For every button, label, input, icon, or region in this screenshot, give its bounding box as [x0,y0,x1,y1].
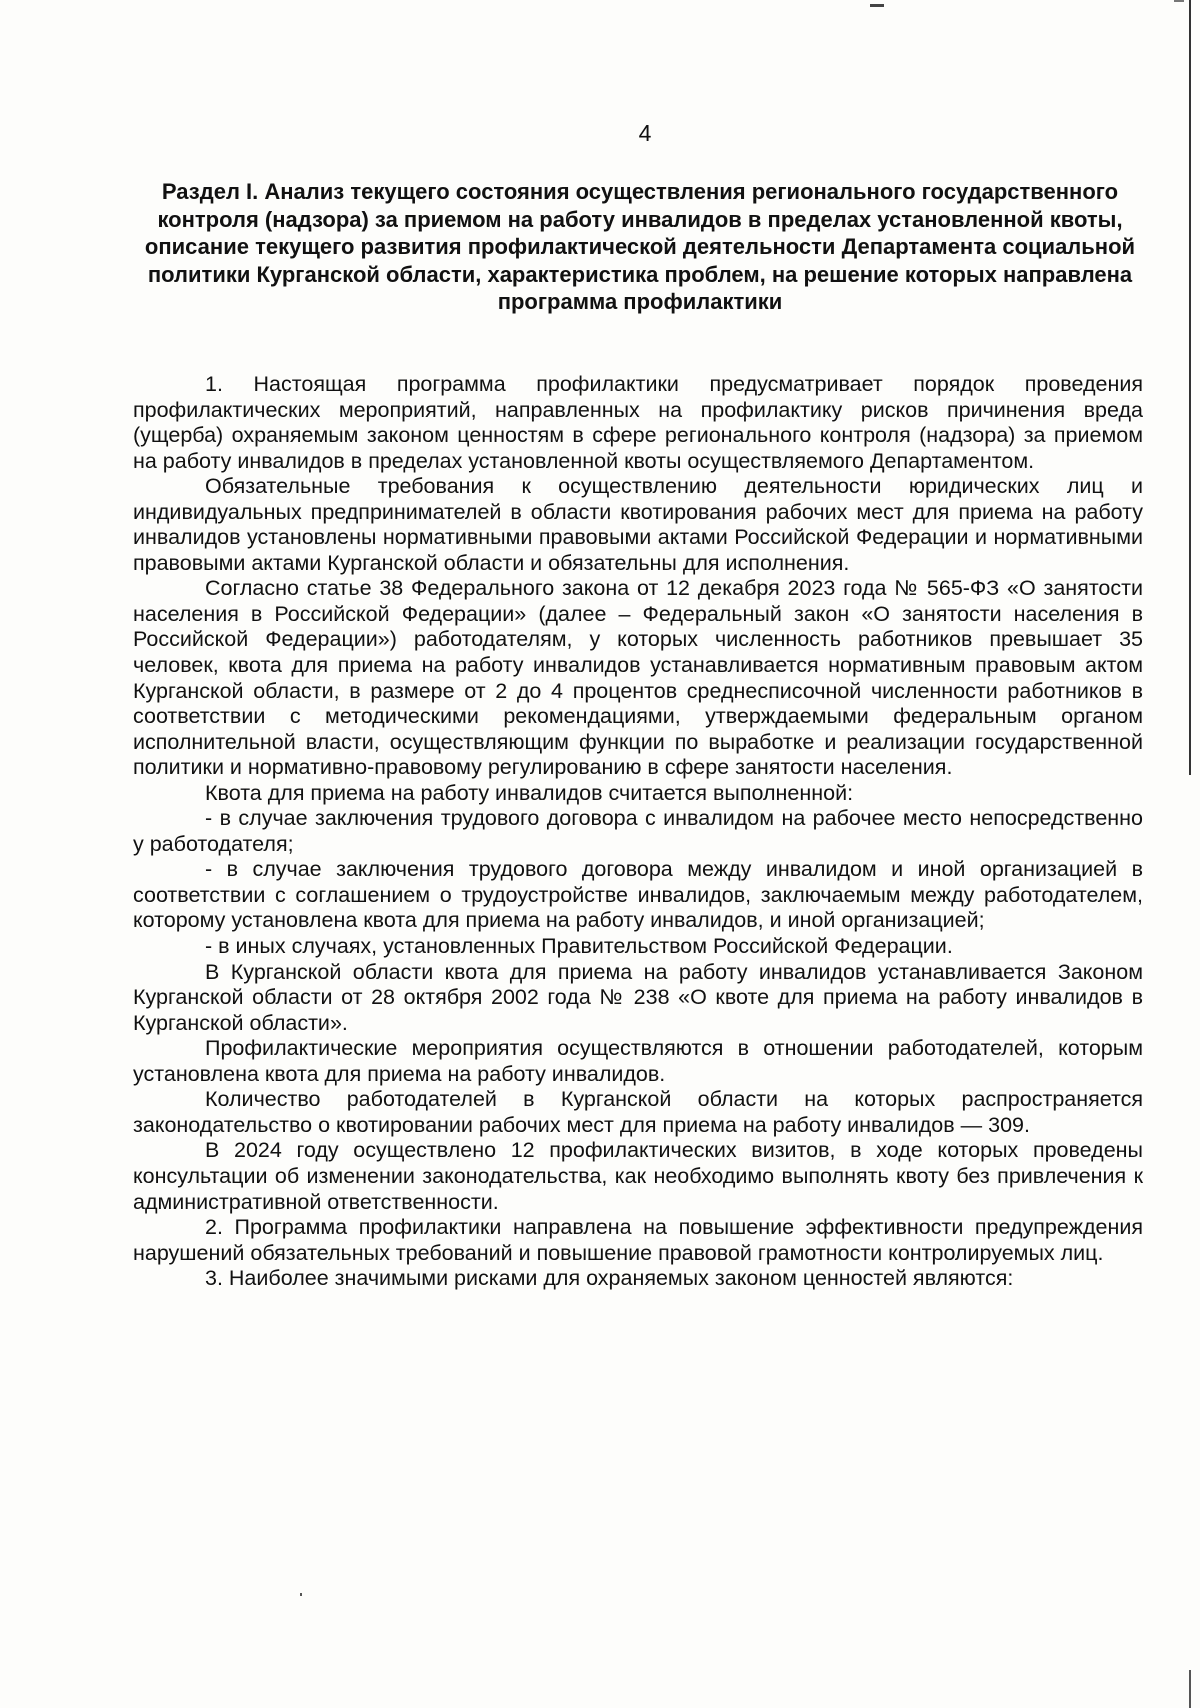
document-body [133,372,1143,1292]
scan-artifact-mark [870,4,884,7]
paragraph-1: 1. Настоящая программа профилактики предусматривает порядок проведения профилактических мероприятий, направленных на профилактику рисков причинения вреда (ущерба) охраняемым законом ценностям в сфере регионального контроля (надзора) за приемом на работу инвалидов в пределах установленной квоты осуществляемого Департаментом. [133,372,1143,473]
list-item-1: - в случае заключения трудового договора с инвалидом на рабочее место непосредственно у работодателя; [133,806,1143,856]
paragraph-5: В Курганской области квота для приема на работу инвалидов устанавливается Законом Курганской области от 28 октября 2002 года № 238 «О квоте для приема на работу инвалидов в Курганской области». [133,959,1143,1035]
paragraph-4: Квота для приема на работу инвалидов считается выполненной: [205,780,854,805]
scan-artifact-dot [300,1593,302,1596]
list-item-3: - в иных случаях, установленных Правительством Российской Федерации. [205,934,953,959]
section-heading: Раздел I. Анализ текущего состояния осуществления регионального государственного контроля (надзора) за приемом на работу инвалидов в пределах установленной квоты, описание текущего развития профилактической деятельности Департамента социальной политики Курганской области, характеристика проблем, на решение которых направлена программа профилактики [144,179,1136,315]
paragraph-7: Количество работодателей в Курганской области на которых распространяется законодательство о квотировании рабочих мест для приема на работу инвалидов — 309. [133,1087,1143,1137]
scan-edge-line [1189,0,1191,775]
paragraph-3: Согласно статье 38 Федерального закона от 12 декабря 2023 года № 565-ФЗ «О занятости населения в Российской Федерации» (далее – Федеральный закон «О занятости населения в Российской Федерации») работодателям, у которых численность работников превышает 35 человек, квота для приема на работу инвалидов устанавливается нормативным правовым актом Курганской области, в размере от 2 до 4 процентов среднесписочной численности работников в соответствии с методическими рекомендациями, утверждаемыми федеральным органом исполнительной власти, осуществляющим функции по выработке и реализации государственной политики и нормативно-правовому регулированию в сфере занятости населения. [133,576,1143,780]
paragraph-9: 2. Программа профилактики направлена на повышение эффективности предупреждения нарушений обязательных требований и повышение правовой грамотности контролируемых лиц. [133,1215,1143,1265]
list-item-2: - в случае заключения трудового договора между инвалидом и иной организацией в соответствии с соглашением о трудоустройстве инвалидов, заключаемым между работодателем, которому установлена квота для приема на работу инвалидов, и иной организацией; [133,857,1143,933]
paragraph-10: 3. Наиболее значимыми рисками для охраняемых законом ценностей являются: [205,1266,1014,1291]
scan-edge-line-lower [1189,1670,1191,1708]
page-number: 4 [638,120,652,146]
paragraph-6: Профилактические мероприятия осуществляются в отношении работодателей, которым установлена квота для приема на работу инвалидов. [133,1036,1143,1086]
paragraph-2: Обязательные требования к осуществлению деятельности юридических лиц и индивидуальных предпринимателей в области квотирования рабочих мест для приема на работу инвалидов установлены нормативными правовыми актами Российской Федерации и нормативными правовыми актами Курганской области и обязательны для исполнения. [133,474,1143,575]
scan-artifact-corner [1174,0,1184,8]
paragraph-8: В 2024 году осуществлено 12 профилактических визитов, в ходе которых проведены консультации об изменении законодательства, как необходимо выполнять квоту без привлечения к административной ответственности. [133,1138,1143,1214]
